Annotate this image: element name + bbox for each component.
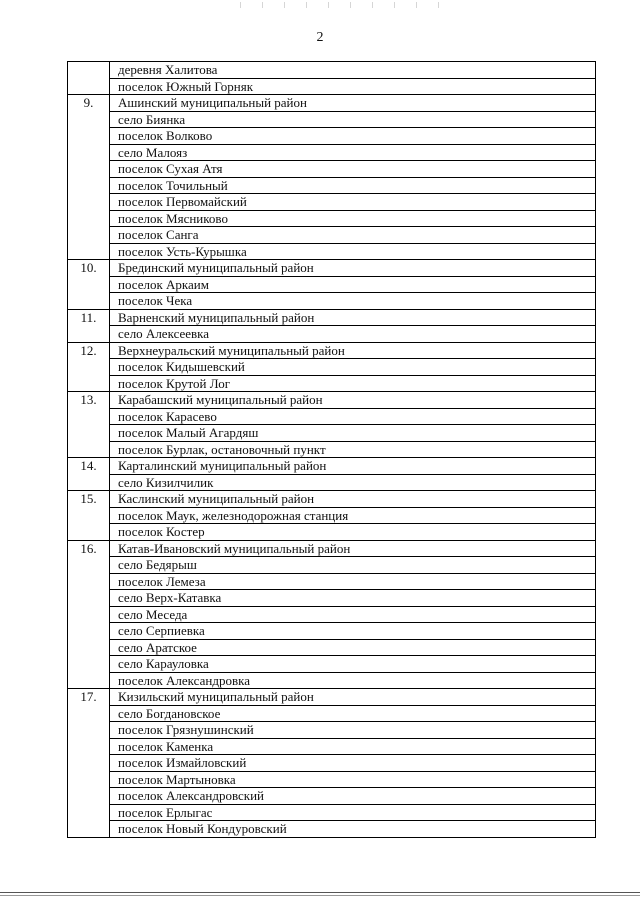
district-name: Карабашский муниципальный район: [110, 392, 596, 409]
district-row: [68, 95, 596, 112]
settlement-name: поселок Грязнушинский: [110, 722, 596, 739]
settlement-row: [68, 738, 596, 755]
district-name: Катав-Ивановский муниципальный район: [110, 540, 596, 557]
row-number: [68, 227, 110, 244]
settlement-row: [68, 128, 596, 145]
row-number: [68, 804, 110, 821]
settlement-row: [68, 771, 596, 788]
settlement-name: поселок Малый Агардяш: [110, 425, 596, 442]
settlement-row: [68, 755, 596, 772]
row-number: [68, 326, 110, 343]
settlement-row: [68, 78, 596, 95]
settlement-row: [68, 524, 596, 541]
settlement-name: поселок Каменка: [110, 738, 596, 755]
settlement-name: село Бедярыш: [110, 557, 596, 574]
settlement-row: [68, 62, 596, 79]
row-number: [68, 590, 110, 607]
settlement-name: поселок Точильный: [110, 177, 596, 194]
settlement-row: [68, 788, 596, 805]
settlement-row: [68, 507, 596, 524]
row-number: [68, 375, 110, 392]
scan-artifact: [240, 2, 440, 8]
row-number: [68, 293, 110, 310]
settlement-name: село Аратское: [110, 639, 596, 656]
settlement-name: поселок Кидышевский: [110, 359, 596, 376]
row-number: [68, 144, 110, 161]
district-name: Верхнеуральский муниципальный район: [110, 342, 596, 359]
district-row: [68, 491, 596, 508]
row-number: [68, 573, 110, 590]
row-number: [68, 524, 110, 541]
settlement-row: [68, 590, 596, 607]
settlement-row: [68, 441, 596, 458]
district-row: [68, 458, 596, 475]
settlements-table: [67, 61, 596, 838]
settlement-name: поселок Карасево: [110, 408, 596, 425]
row-number: [68, 738, 110, 755]
settlement-name: поселок Бурлак, остановочный пункт: [110, 441, 596, 458]
settlement-row: [68, 210, 596, 227]
settlement-row: [68, 722, 596, 739]
row-number: [68, 507, 110, 524]
settlement-row: [68, 326, 596, 343]
row-number: [68, 78, 110, 95]
settlement-name: поселок Мясниково: [110, 210, 596, 227]
district-row: [68, 260, 596, 277]
settlement-name: поселок Аркаим: [110, 276, 596, 293]
settlement-row: [68, 144, 596, 161]
settlement-name: село Кизилчилик: [110, 474, 596, 491]
settlement-row: [68, 293, 596, 310]
settlement-name: поселок Маук, железнодорожная станция: [110, 507, 596, 524]
settlement-name: село Серпиевка: [110, 623, 596, 640]
row-number: [68, 474, 110, 491]
settlement-name: поселок Южный Горняк: [110, 78, 596, 95]
settlement-name: деревня Халитова: [110, 62, 596, 79]
page-number: 2: [316, 30, 324, 45]
row-number: 10.: [68, 260, 110, 277]
row-number: 17.: [68, 689, 110, 706]
row-number: 12.: [68, 342, 110, 359]
settlement-row: [68, 672, 596, 689]
settlement-name: поселок Мартыновка: [110, 771, 596, 788]
district-name: Карталинский муниципальный район: [110, 458, 596, 475]
row-number: 13.: [68, 392, 110, 409]
settlement-row: [68, 557, 596, 574]
settlement-name: поселок Первомайский: [110, 194, 596, 211]
row-number: [68, 111, 110, 128]
row-number: 9.: [68, 95, 110, 112]
settlement-name: поселок Ерлыгас: [110, 804, 596, 821]
settlement-row: [68, 573, 596, 590]
settlement-name: поселок Измайловский: [110, 755, 596, 772]
settlement-row: [68, 161, 596, 178]
district-row: [68, 540, 596, 557]
settlement-name: поселок Санга: [110, 227, 596, 244]
settlement-row: [68, 804, 596, 821]
row-number: [68, 177, 110, 194]
settlement-row: [68, 111, 596, 128]
settlement-name: поселок Усть-Курышка: [110, 243, 596, 260]
row-number: [68, 672, 110, 689]
district-name: Брединский муниципальный район: [110, 260, 596, 277]
row-number: [68, 639, 110, 656]
settlement-row: [68, 177, 596, 194]
row-number: [68, 359, 110, 376]
district-row: [68, 392, 596, 409]
settlement-row: [68, 639, 596, 656]
district-row: [68, 689, 596, 706]
settlement-row: [68, 359, 596, 376]
row-number: [68, 441, 110, 458]
row-number: [68, 821, 110, 838]
settlement-row: [68, 474, 596, 491]
row-number: [68, 788, 110, 805]
district-row: [68, 309, 596, 326]
row-number: [68, 243, 110, 260]
page-bottom-edge-shadow: [0, 895, 640, 896]
settlement-name: поселок Костер: [110, 524, 596, 541]
row-number: 11.: [68, 309, 110, 326]
row-number: 15.: [68, 491, 110, 508]
district-name: Варненский муниципальный район: [110, 309, 596, 326]
settlement-name: село Малояз: [110, 144, 596, 161]
settlement-name: село Алексеевка: [110, 326, 596, 343]
row-number: [68, 425, 110, 442]
settlement-row: [68, 821, 596, 838]
settlement-row: [68, 194, 596, 211]
settlement-row: [68, 656, 596, 673]
settlement-name: поселок Чека: [110, 293, 596, 310]
row-number: [68, 722, 110, 739]
settlement-name: село Богдановское: [110, 705, 596, 722]
settlement-row: [68, 243, 596, 260]
settlement-name: село Меседа: [110, 606, 596, 623]
settlement-name: поселок Лемеза: [110, 573, 596, 590]
district-name: Кизильский муниципальный район: [110, 689, 596, 706]
settlement-row: [68, 705, 596, 722]
row-number: [68, 557, 110, 574]
district-name: Каслинский муниципальный район: [110, 491, 596, 508]
row-number: [68, 656, 110, 673]
settlement-row: [68, 606, 596, 623]
row-number: [68, 161, 110, 178]
settlement-name: село Верх-Катавка: [110, 590, 596, 607]
settlement-name: село Биянка: [110, 111, 596, 128]
row-number: [68, 408, 110, 425]
settlement-row: [68, 375, 596, 392]
row-number: [68, 210, 110, 227]
settlement-name: поселок Крутой Лог: [110, 375, 596, 392]
row-number: [68, 755, 110, 772]
page-bottom-edge: [0, 892, 640, 893]
row-number: [68, 194, 110, 211]
district-name: Ашинский муниципальный район: [110, 95, 596, 112]
settlement-row: [68, 408, 596, 425]
row-number: 14.: [68, 458, 110, 475]
row-number: [68, 623, 110, 640]
settlement-name: поселок Александровский: [110, 788, 596, 805]
settlement-name: поселок Волково: [110, 128, 596, 145]
settlement-row: [68, 276, 596, 293]
settlement-name: поселок Новый Кондуровский: [110, 821, 596, 838]
row-number: [68, 128, 110, 145]
row-number: [68, 276, 110, 293]
settlement-name: поселок Александровка: [110, 672, 596, 689]
settlement-row: [68, 227, 596, 244]
settlement-row: [68, 425, 596, 442]
settlement-row: [68, 623, 596, 640]
row-number: [68, 606, 110, 623]
settlement-name: село Карауловка: [110, 656, 596, 673]
row-number: [68, 62, 110, 79]
settlement-name: поселок Сухая Атя: [110, 161, 596, 178]
row-number: [68, 705, 110, 722]
row-number: 16.: [68, 540, 110, 557]
district-row: [68, 342, 596, 359]
row-number: [68, 771, 110, 788]
